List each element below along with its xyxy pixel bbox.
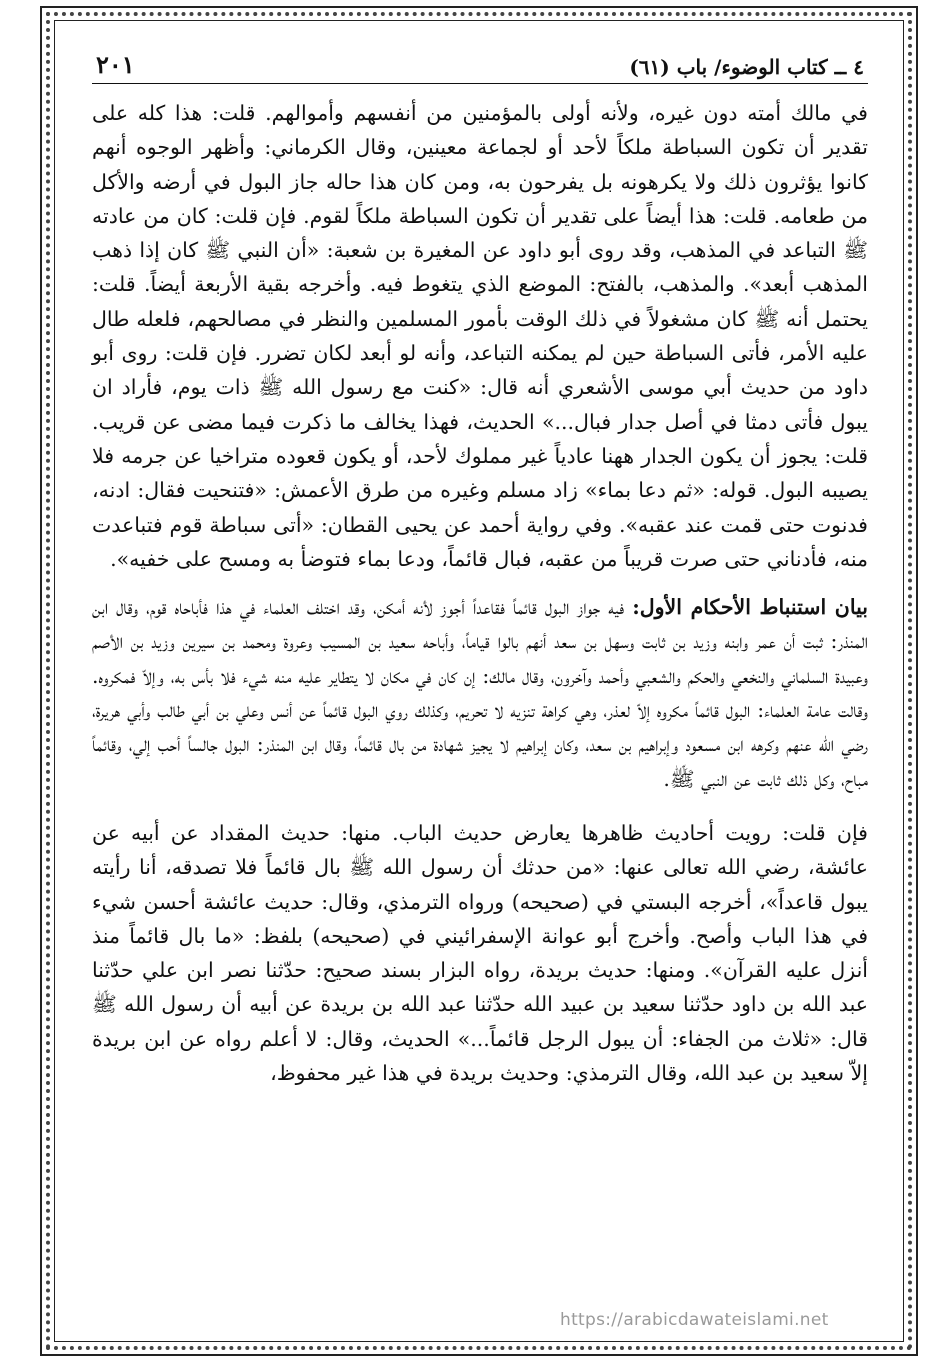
paragraph-2	[92, 590, 868, 796]
page-number: ٢٠١	[96, 50, 135, 79]
paragraph-1	[92, 96, 868, 576]
source-watermark: https://arabicdawateislami.net	[560, 1310, 829, 1330]
section-heading: بيان استنباط الأحكام الأول:	[632, 595, 868, 620]
paragraph-text: فيه جواز البول قائماً فقاعداً أجوز لأنه أمكن، وقد اختلف العلماء في هذا فأباحاه قوم، وقال ابن المنذر: ثبت أن عمر وابنه وزيد بن ثابت وسهل بن سعد أنهم بالوا قياماً، وأباحه سعيد بن المسيب وعروة ومحمد بن سيرين وزيد بن الأصم وعبيدة السلماني والنخعي والحكم والشعبي وأحمد وآخرون، وقال مالك: إن كان في مكان لا يتطاير عليه منه شيء فلا بأس به، وإلاّ فمكروه. وقالت عامة العلماء: البول قائماً مكروه إلاّ لعذر، وهي كراهة تنزيه لا تحريم، وكذلك روي البول قائماً عن أنس وعلي بن أبي طالب وأبي هريرة، رضي الله عنهم وكرهه ابن مسعود وإبراهيم بن سعد، وكان إبراهيم لا يجيز شهادة من بال قائماً، وقال ابن المنذر: البول جالساً أحب إلي، وقائماً مباح، وكل ذلك ثابت عن النبي ﷺ.	[92, 595, 868, 791]
paragraph-3	[92, 816, 868, 1090]
running-header	[92, 50, 868, 84]
book-page	[92, 50, 868, 1090]
paragraph-text: فإن قلت: رويت أحاديث ظاهرها يعارض حديث الباب. منها: حديث المقداد عن أبيه عن عائشة، رضي الله تعالى عنها: «من حدثك أن رسول الله ﷺ بال قائماً فلا تصدقه، أنا رأيته يبول قاعداً»، أخرجه البستي في (صحيحه) ورواه الترمذي، وقال: حديث عائشة أحسن شيء في هذا الباب وأصح. وأخرج أبو عوانة الإسفرائيني في (صحيحه) بلفظ: «ما بال قائماً منذ أنزل عليه القرآن». ومنها: حديث بريدة، رواه البزار بسند صحيح: حدّثنا نصر ابن علي حدّثنا عبد الله بن داود حدّثنا سعيد بن عبيد الله حدّثنا عبد الله بن بريدة عن أبيه أن رسول الله ﷺ قال: «ثلاث من الجفاء: أن يبول الرجل قائماً...» الحديث، وقال: لا أعلم رواه عن ابن بريدة إلاّ سعيد بن عبد الله، وقال الترمذي: وحديث بريدة في هذا غير محفوظ،	[92, 820, 868, 1086]
paragraph-text: في مالك أمته دون غيره، ولأنه أولى بالمؤمنين من أنفسهم وأموالهم. قلت: هذا كله على تقدير أن تكون السباطة ملكاً لأحد أو لجماعة معينين، وقال الكرماني: وأظهر الوجوه أنهم كانوا يؤثرون ذلك ولا يكرهونه بل يفرحون به، ومن كان هذا حاله جاز البول في أرضه والأكل من طعامه. قلت: هذا أيضاً على تقدير أن تكون السباطة ملكاً لقوم. فإن قلت: كان من عادته ﷺ التباعد في المذهب، وقد روى أبو داود عن المغيرة بن شعبة: «أن النبي ﷺ كان إذا ذهب المذهب أبعد». والمذهب، بالفتح: الموضع الذي يتغوط فيه. وأخرجه بقية الأربعة أيضاً. قلت: يحتمل أنه ﷺ كان مشغولاً في ذلك الوقت بأمور المسلمين والنظر في مصالحهم، فلعله طال عليه الأمر، فأتى السباطة حين لم يمكنه التباعد، وأنه لو أبعد لكان تضرر. فإن قلت: روى أبو داود من حديث أبي موسى الأشعري أنه قال: «كنت مع رسول الله ﷺ ذات يوم، فأراد ان يبول فأتى دمثا في أصل جدار فبال...» الحديث، فهذا يخالف ما ذكرت فيما مضى عن قريب. قلت: يجوز أن يكون الجدار ههنا عادياً غير مملوك لأحد، أو يكون قعوده متراخيا عن جرمه فلا يصيبه البول. قوله: «ثم دعا بماء» زاد مسلم وغيره من طرق الأعمش: «فتنحيت فقال: ادنه، فدنوت حتى قمت عند عقبه». وفي رواية أحمد عن يحيى القطان: «أتى سباطة قوم فتباعدت منه، فأدناني حتى صرت قريباً من عقبه، فبال قائماً، ودعا بماء فتوضأ به ومسح على خفيه».	[92, 101, 868, 571]
chapter-title: ٤ ــ كتاب الوضوء/ باب (٦١)	[629, 55, 864, 79]
